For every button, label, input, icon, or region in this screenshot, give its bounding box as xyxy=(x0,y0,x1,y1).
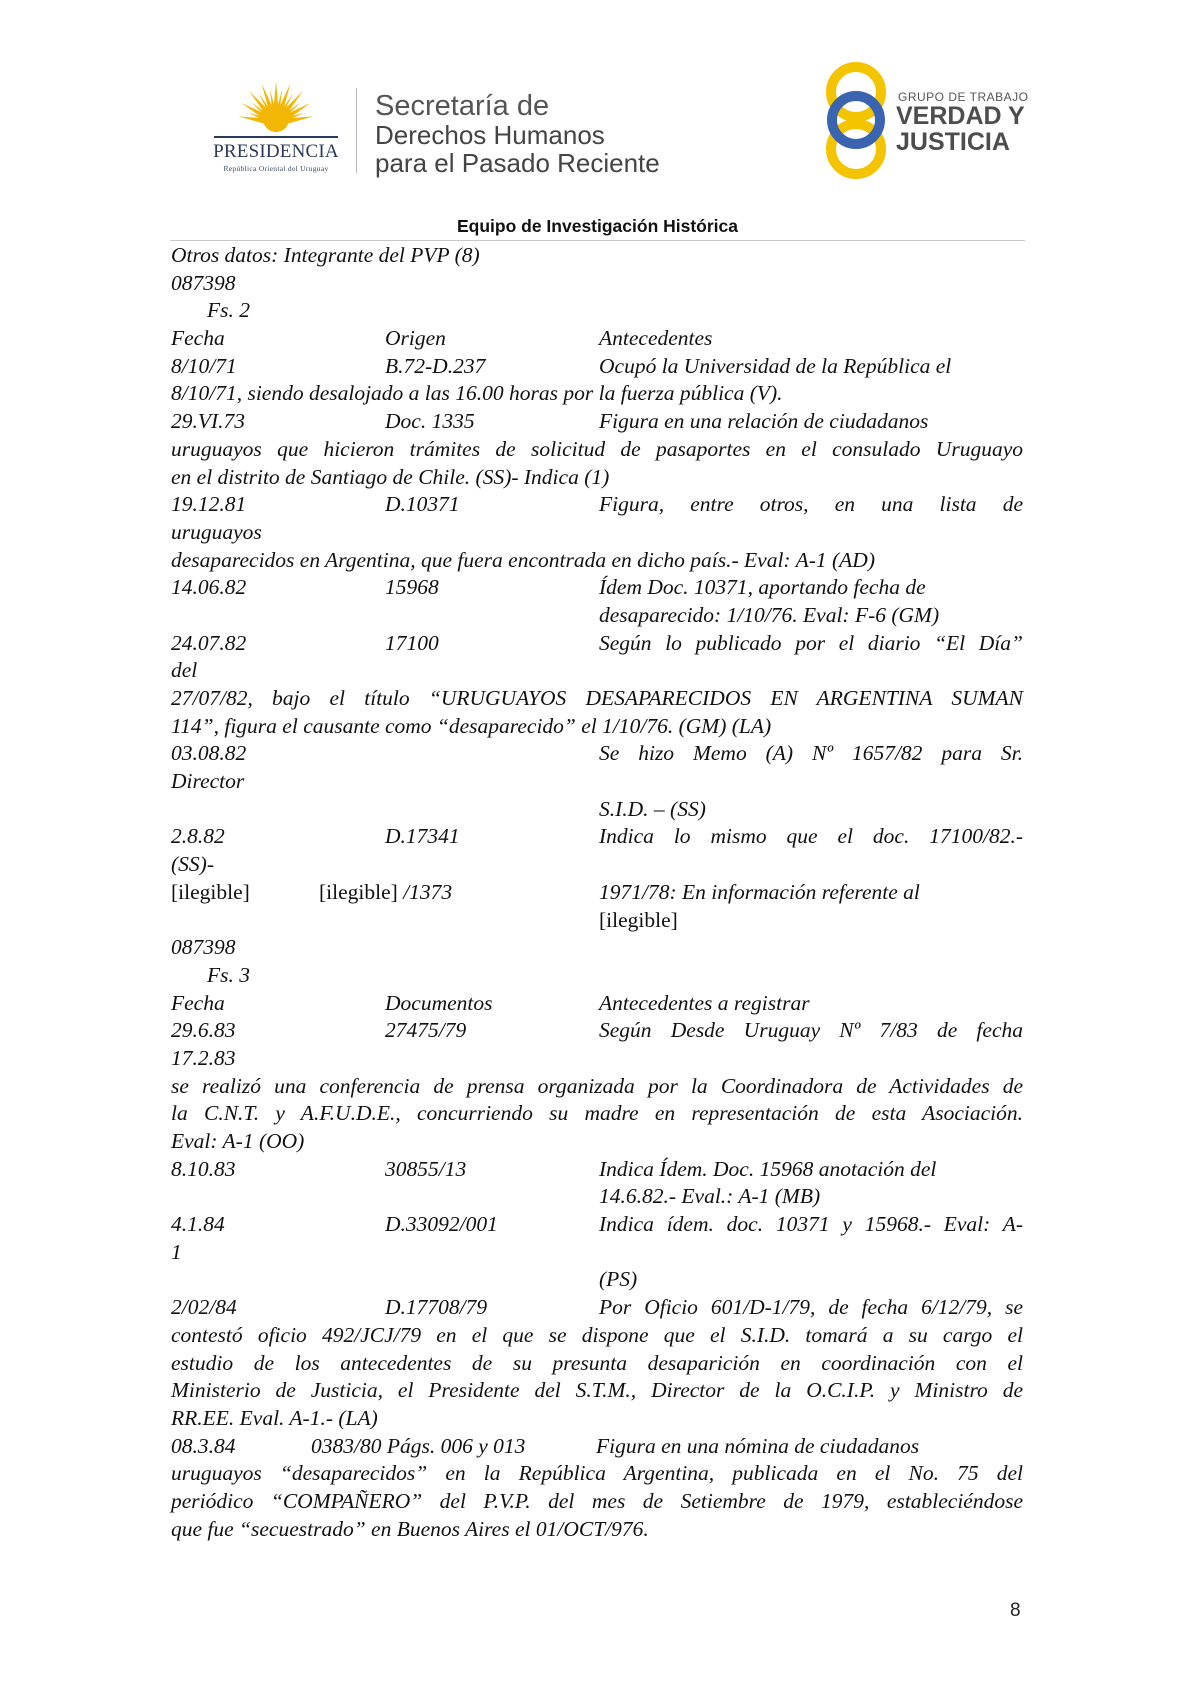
entry-row xyxy=(171,823,1023,851)
entry-text: 1971/78: En información referente al xyxy=(599,879,920,904)
entry-origin xyxy=(319,879,452,907)
entry-date: 24.07.82 xyxy=(171,630,247,655)
entry-continuation: en el distrito de Santiago de Chile. (SS)- Indica (1) xyxy=(171,464,610,489)
rings-emblem-icon xyxy=(820,58,896,183)
entry-continuation: la C.N.T. y A.F.U.D.E., concurriendo su madre en representación de esta Asociación. xyxy=(171,1101,1023,1126)
entry-text-cont: 14.6.82.- Eval.: A-1 (MB) xyxy=(599,1184,821,1209)
entry-date: 8/10/71 xyxy=(171,353,237,378)
entry-date: [ilegible] xyxy=(171,879,250,904)
otros-datos-line: Otros datos: Integrante del PVP (8) xyxy=(171,243,480,267)
entry-continuation: contestó oficio 492/JCJ/79 en el que se dispone que el S.I.D. tomará a su cargo el xyxy=(171,1322,1023,1347)
entry-text: Figura en una relación de ciudadanos xyxy=(599,409,929,434)
entry-text: Indica ídem. doc. 10371 y 15968.- Eval: A- xyxy=(599,1212,1023,1237)
entry-origin: B.72-D.237 xyxy=(385,353,486,378)
entry-continuation: 27/07/82, bajo el título “URUGUAYOS DESAPARECIDOS EN ARGENTINA SUMAN xyxy=(171,686,1023,710)
team-heading: Equipo de Investigación Histórica xyxy=(456,216,739,236)
entry-text: Indica lo mismo que el doc. 17100/82.- xyxy=(599,824,1023,849)
entry-text: Figura, entre otros, en una lista de xyxy=(599,492,1023,517)
secretaria-line-1: Secretaría de xyxy=(375,90,550,122)
entry-continuation: Director xyxy=(171,769,245,794)
gtvj-line-1: GRUPO DE TRABAJO xyxy=(898,90,1029,104)
entry-continuation: 17.2.83 xyxy=(171,1045,236,1070)
entry-continuation: 1 xyxy=(171,1239,182,1264)
gtvj-line-2: VERDAD Y xyxy=(896,102,1025,130)
entry-text: Figura en una nómina de ciudadanos xyxy=(596,1433,920,1458)
folio-label: Fs. 3 xyxy=(207,962,250,987)
entry-origin: 0383/80 Págs. 006 y 013 xyxy=(311,1433,526,1458)
entry-continuation: periódico “COMPAÑERO” del P.V.P. del mes de Setiembre de 1979, estableciéndose xyxy=(171,1488,1023,1513)
entry-row xyxy=(171,353,1023,381)
entry-text: Según Desde Uruguay Nº 7/83 de fecha xyxy=(599,1018,1023,1043)
entry-text: Ocupó la Universidad de la República el xyxy=(599,353,952,378)
entry-continuation: que fue “secuestrado” en Buenos Aires el 01/OCT/976. xyxy=(171,1516,649,1541)
entry-continuation xyxy=(171,1183,1023,1211)
entry-continuation: uruguayos xyxy=(171,519,262,544)
entry-date: 08.3.84 xyxy=(171,1433,236,1458)
entry-date: 4.1.84 xyxy=(171,1212,225,1237)
col-antecedentes: Antecedentes xyxy=(599,326,713,351)
entry-date: 03.08.82 xyxy=(171,741,247,766)
entry-row xyxy=(171,1433,1023,1461)
entry-text-cont: (PS) xyxy=(599,1267,638,1292)
record-number: 087398 xyxy=(171,935,236,960)
entry-origin: D.17341 xyxy=(385,824,460,849)
entry-continuation: RR.EE. Eval. A-1.- (LA) xyxy=(171,1405,378,1430)
entry-continuation: (SS)- xyxy=(171,852,214,877)
entry-continuation xyxy=(171,602,1023,630)
entry-date: 29.6.83 xyxy=(171,1018,236,1043)
document-body xyxy=(171,242,1023,1543)
entry-origin: D.10371 xyxy=(385,492,460,517)
entry-origin: D.33092/001 xyxy=(385,1212,498,1237)
col-antecedentes-registrar: Antecedentes a registrar xyxy=(599,990,810,1015)
entry-continuation: desaparecidos en Argentina, que fuera encontrada en dicho país.- Eval: A-1 (AD) xyxy=(171,547,875,572)
table-header xyxy=(171,325,1023,353)
header-divider xyxy=(356,88,357,173)
entry-continuation: Ministerio de Justicia, el Presidente del S.T.M., Director de la O.C.I.P. y Ministro de xyxy=(171,1378,1023,1403)
presidencia-logo xyxy=(196,78,356,178)
entry-date: 2/02/84 xyxy=(171,1295,237,1320)
entry-origin: 15968 xyxy=(385,575,439,600)
entry-row xyxy=(171,1156,1023,1184)
entry-text-cont: desaparecido: 1/10/76. Eval: F-6 (GM) xyxy=(599,602,940,627)
entry-row xyxy=(171,879,1023,907)
gtvj-line-3: JUSTICIA xyxy=(896,128,1010,156)
presidencia-label: PRESIDENCIA xyxy=(213,141,339,162)
entry-origin: 27475/79 xyxy=(385,1018,467,1043)
entry-text: Se hizo Memo (A) Nº 1657/82 para Sr. xyxy=(599,741,1023,766)
entry-continuation xyxy=(171,907,1023,935)
col-fecha: Fecha xyxy=(171,990,225,1015)
entry-continuation: estudio de los antecedentes de su presunta desaparición en coordinación con el xyxy=(171,1350,1023,1375)
secretaria-line-2: Derechos Humanos xyxy=(375,120,605,150)
entry-row xyxy=(171,491,1023,519)
col-fecha: Fecha xyxy=(171,326,225,351)
entry-continuation: del xyxy=(171,658,198,683)
secretaria-line-3: para el Pasado Reciente xyxy=(375,148,660,178)
entry-continuation: 114”, figura el causante como “desaparecido” el 1/10/76. (GM) (LA) xyxy=(171,713,772,738)
entry-continuation: se realizó una conferencia de prensa organizada por la Coordinadora de Actividades de xyxy=(171,1073,1023,1098)
record-number: 087398 xyxy=(171,270,236,295)
entry-text: Indica Ídem. Doc. 15968 anotación del xyxy=(599,1156,937,1181)
entry-continuation: Eval: A-1 (OO) xyxy=(171,1129,305,1153)
entry-origin: D.17708/79 xyxy=(385,1295,488,1320)
entry-row xyxy=(171,1294,1023,1322)
entry-text: Por Oficio 601/D-1/79, de fecha 6/12/79, se xyxy=(599,1295,1023,1320)
entry-continuation: uruguayos “desaparecidos” en la República Argentina, publicada en el No. 75 del xyxy=(171,1461,1023,1486)
folio-label: Fs. 2 xyxy=(207,298,250,323)
entry-date: 8.10.83 xyxy=(171,1156,236,1181)
entry-continuation: 8/10/71, siendo desalojado a las 16.00 horas por la fuerza pública (V). xyxy=(171,381,783,406)
entry-continuation xyxy=(171,796,1023,824)
illegible-mark: [ilegible] xyxy=(319,879,398,904)
entry-date: 2.8.82 xyxy=(171,824,225,849)
sun-emblem-icon xyxy=(196,78,356,143)
entry-text-cont: S.I.D. – (SS) xyxy=(599,796,706,821)
entry-continuation: uruguayos que hicieron trámites de solicitud de pasaportes en el consulado Uruguayo xyxy=(171,436,1023,461)
entry-row xyxy=(171,1211,1023,1239)
entry-origin: Doc. 1335 xyxy=(385,409,475,434)
entry-row xyxy=(171,630,1023,658)
entry-row xyxy=(171,408,1023,436)
page-number: 8 xyxy=(1010,1600,1021,1621)
entry-row xyxy=(171,574,1023,602)
secretaria-logo xyxy=(375,92,660,177)
entry-date: 19.12.81 xyxy=(171,492,247,517)
entry-continuation xyxy=(171,1266,1023,1294)
entry-text: Ídem Doc. 10371, aportando fecha de xyxy=(599,575,926,600)
entry-date: 29.VI.73 xyxy=(171,409,246,434)
table-header xyxy=(171,990,1023,1018)
entry-origin: 30855/13 xyxy=(385,1156,467,1181)
entry-origin: 17100 xyxy=(385,630,439,655)
entry-text: Según lo publicado por el diario “El Día” xyxy=(599,630,1023,655)
header-rule xyxy=(170,240,1025,241)
entry-text-cont: [ilegible] xyxy=(599,907,678,932)
entry-date: 14.06.82 xyxy=(171,575,247,600)
presidencia-subtitle: República Oriental del Uruguay xyxy=(223,164,329,173)
entry-row xyxy=(171,1017,1023,1045)
verdad-justicia-logo xyxy=(820,58,1029,183)
col-documentos: Documentos xyxy=(385,990,493,1015)
col-origen: Origen xyxy=(385,326,446,351)
entry-origin-suffix: /1373 xyxy=(397,879,453,904)
entry-row xyxy=(171,740,1023,768)
